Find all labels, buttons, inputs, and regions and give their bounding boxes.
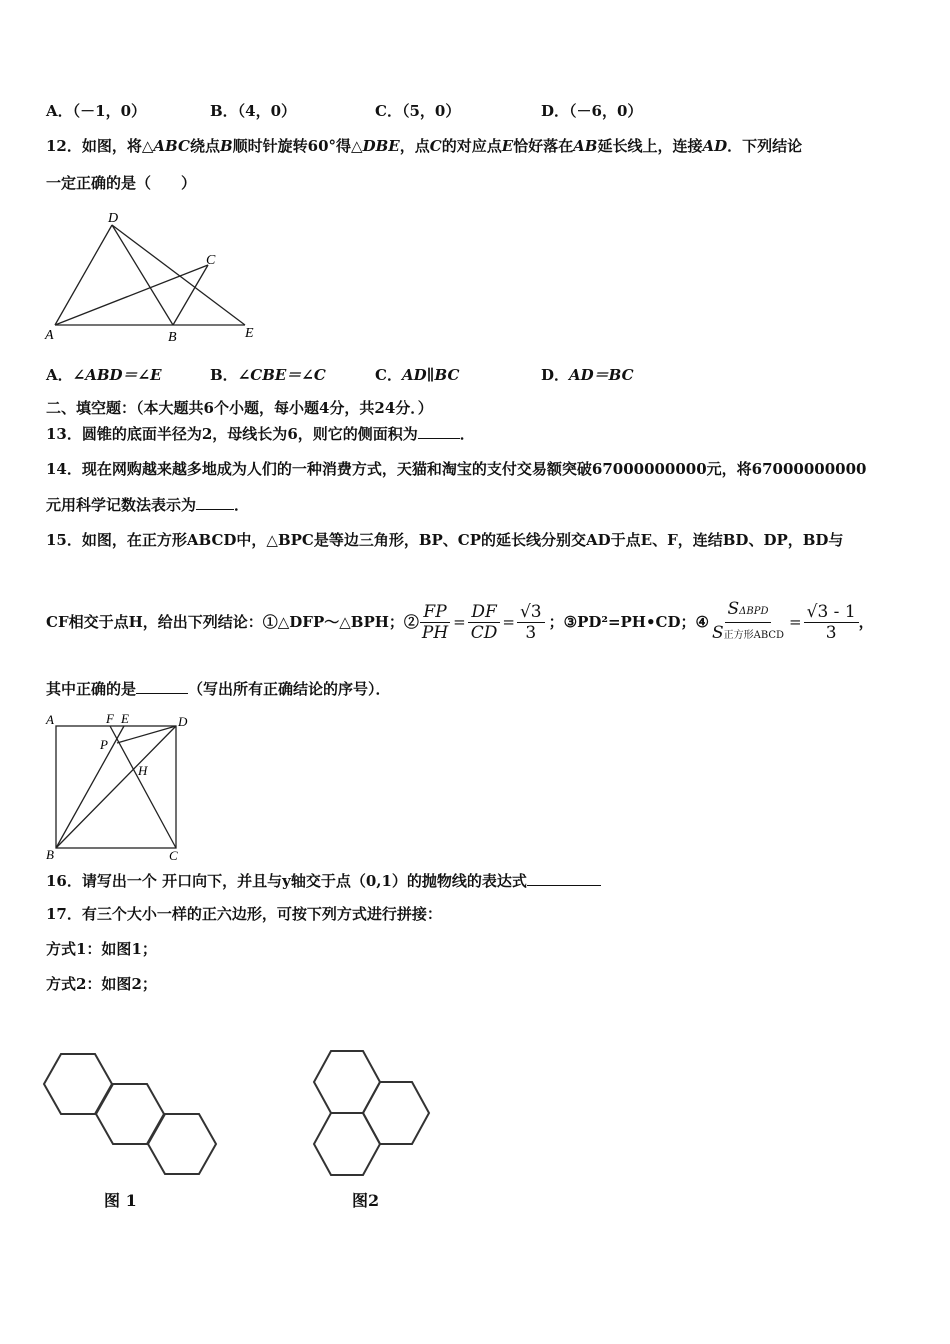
q11-option-b: B．（4，0） [210, 102, 297, 120]
q17-way2: 方式2：如图2； [46, 975, 157, 993]
q12-label-e: E [245, 326, 254, 341]
q15-frac-fp-ph: $\frac{FP}{PH}$ [421, 601, 449, 643]
q15-line1: 15．如图，在正方形ABCD中，△BPC是等边三角形，BP、CP的延长线分别交AD于点E、F，连结BD、DP，BD与 [46, 531, 844, 549]
q17-figure1-caption: 图 1 [104, 1191, 137, 1210]
q12-label-c: C [206, 253, 216, 268]
q12-label-b: B [168, 330, 177, 345]
q17-line1: 17．有三个大小一样的正六边形，可按下列方式进行拼接： [46, 905, 442, 923]
q15-line3: 其中正确的是 （写出所有正确结论的序号）． [46, 680, 391, 698]
q15-line2: CF相交于点H，给出下列结论：①△DFP～△BPH；② $\frac{FP}{PH}$ = $\frac{DF}{CD}$ = $\frac{√3}{3}$ ； ③PD²=PH•CD；④ $\frac{\text{SΔBPD}}{\text{S正方形ABCD}}$ = $\frac{√3 - 1}{3}$ ， [46, 592, 874, 652]
q12-option-b: B．∠CBE＝∠C [210, 366, 326, 384]
q15-label-f: F [106, 711, 114, 726]
q15-label-p: P [100, 737, 108, 752]
q17-figure1-hexagons [40, 1045, 230, 1180]
q17-way1: 方式1：如图1； [46, 940, 157, 958]
q12-stem-line2: 一定正确的是（ ） [46, 174, 197, 192]
q15-frac-sqrt3-3: $\frac{√3}{3}$ [517, 602, 545, 643]
q14-line2: 元用科学记数法表示为 ． [46, 496, 250, 514]
q14-line1: 14．现在网购越来越多地成为人们的一种消费方式，天猫和淘宝的支付交易额突破67000000000元，将67000000000 [46, 460, 867, 478]
q17-figure2-caption: 图2 [352, 1191, 380, 1210]
q15-label-e: E [121, 711, 129, 726]
q13-answer-blank [418, 424, 460, 439]
q12-label-a: A [45, 328, 54, 343]
q15-label-b: B [46, 847, 54, 862]
q11-option-d: D．（－6，0） [541, 102, 643, 120]
q12-triangle-figure [40, 205, 270, 350]
q15-frac-df-cd: $\frac{DF}{CD}$ [468, 602, 501, 643]
section2-title: 二、填空题：（本大题共6个小题，每小题4分，共24分．） [46, 399, 433, 417]
q15-label-c: C [169, 848, 178, 863]
q15-label-h: H [138, 763, 148, 778]
q12-label-d: D [108, 211, 119, 226]
q17-figure2-hexagons [305, 1045, 445, 1180]
q11-option-c: C．（5，0） [375, 102, 461, 120]
q13-text: 13．圆锥的底面半径为2，母线长为6，则它的侧面积为 ． [46, 425, 475, 443]
q12-stem-line1: 12．如图，将△ABC绕点B顺时针旋转60°得△DBE，点C的对应点E恰好落在AB延长线上，连接AD．下列结论 [46, 137, 803, 155]
q12-option-c: C．AD∥BC [375, 366, 460, 384]
q15-frac-sqrt3-minus-1: $\frac{√3 - 1}{3}$ [804, 602, 859, 643]
q15-label-d: D [178, 714, 188, 729]
q12-option-d: D．AD＝BC [541, 366, 634, 384]
q15-label-a: A [46, 712, 54, 727]
q16-text: 16．请写出一个 开口向下，并且与y轴交于点（0,1）的抛物线的表达式 [46, 871, 601, 891]
q15-square-figure [40, 708, 200, 863]
q12-option-a: A．∠ABD＝∠E [46, 366, 162, 384]
q15-answer-blank [136, 679, 188, 694]
q15-frac-area-ratio: $\frac{\text{SΔBPD}}{\text{S正方形ABCD}}$ [711, 598, 785, 643]
q14-answer-blank [196, 495, 234, 510]
q16-answer-blank [527, 871, 601, 886]
q11-option-a: A．（－1，0） [46, 102, 147, 120]
